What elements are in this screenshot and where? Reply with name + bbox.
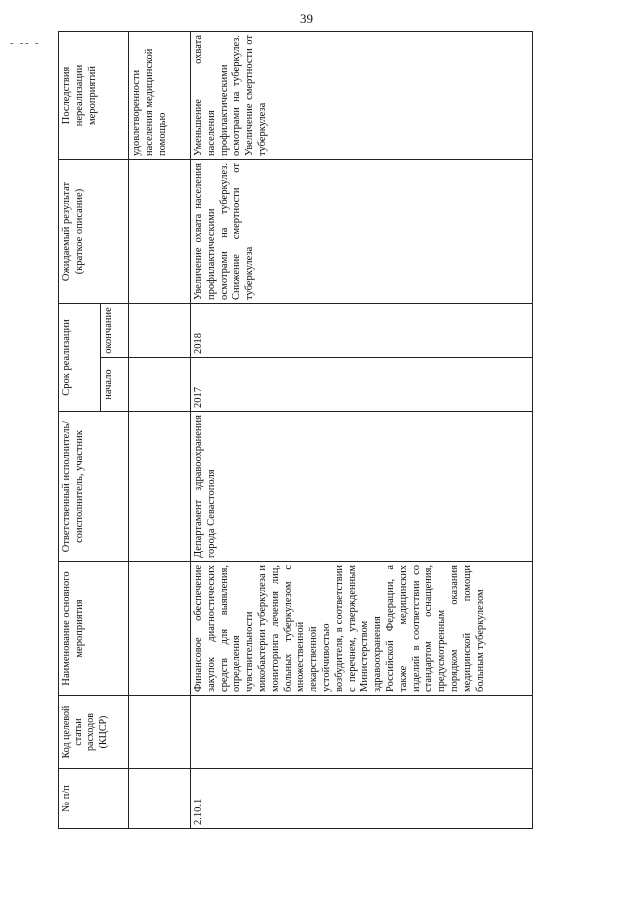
measures-table (58, 31, 533, 829)
header-start: начало (101, 358, 129, 412)
header-consequence: Последствия нереализации мероприятий (59, 31, 129, 159)
header-kcsr: Код целевой статьи расходов (КЦСР) (59, 696, 129, 769)
cell-consequence: Уменьшение охвата населения профилактическими осмотрами на туберкулез. Увеличение смертности от туберкулеза (191, 31, 533, 159)
cell-name: Финансовое обеспечение закупок диагностических средств для выявления, определения чувствительности микобактерии туберкулеза и мониторинга лечения лиц, больных туберкулезом с множественной лекарственной устойчивостью возбудителя, в соответствии с перечнем, утвержденным Министерством здравоохранения Российской Федерации, а также медицинских изделий в соответствии со стандартом оснащения, предусмотренным порядком оказания медицинской помощи больным туберкулезом (191, 562, 533, 696)
table-row (191, 31, 533, 828)
cell-kcsr (191, 696, 533, 769)
header-num: № п/п (59, 769, 129, 829)
cell-end: 2018 (191, 303, 533, 357)
cell-responsible (129, 412, 191, 562)
cell-name (129, 562, 191, 696)
header-responsible: Ответственный исполнитель/соисполнитель, участник (59, 412, 129, 562)
header-result: Ожидаемый результат (краткое описание) (59, 159, 129, 303)
header-row-1 (59, 31, 101, 828)
cell-start: 2017 (191, 358, 533, 412)
margin-mark: - -- - (10, 38, 41, 49)
page-number: 39 (300, 11, 313, 26)
cell-kcsr (129, 696, 191, 769)
cell-end (129, 303, 191, 357)
cell-responsible: Департамент здравоохранения города Севастополя (191, 412, 533, 562)
header-name: Наименование основного мероприятия (59, 562, 129, 696)
cell-result (129, 159, 191, 303)
header-term: Срок реализации (59, 303, 101, 411)
cell-result: Увеличение охвата населения профилактическими осмотрами на туберкулез. Снижение смертности от туберкулеза (191, 159, 533, 303)
header-end: окончание (101, 303, 129, 357)
cell-num: 2.10.1 (191, 769, 533, 829)
cell-num (129, 769, 191, 829)
rotated-table-container (58, 32, 533, 829)
table-row (129, 31, 191, 828)
cell-start (129, 358, 191, 412)
cell-consequence: удовлетворенности населения медицинской помощью (129, 31, 191, 159)
